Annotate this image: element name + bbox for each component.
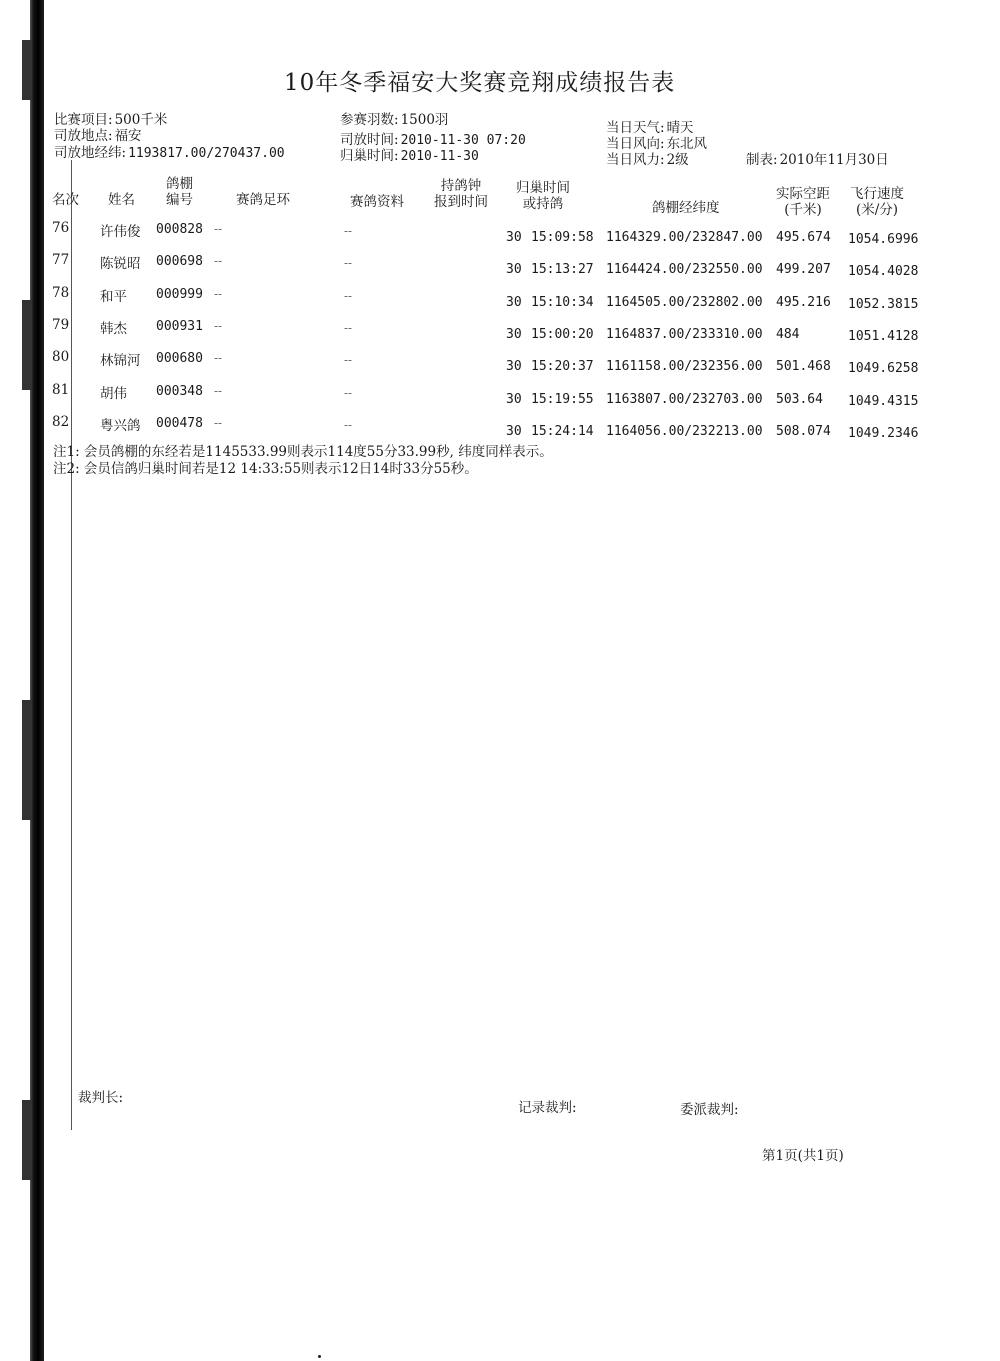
project-label: 比赛项目:	[54, 112, 113, 128]
cell-coords: 1161158.00/232356.00	[606, 359, 763, 375]
col-arrive-line2: 或持鸽	[522, 196, 564, 212]
count-label: 参赛羽数:	[340, 112, 399, 128]
col-dist	[776, 186, 830, 218]
cell-name: 陈锐昭	[100, 256, 141, 273]
col-name: 姓名	[108, 192, 135, 208]
cell-info: --	[344, 288, 353, 303]
release-label: 司放时间:	[340, 132, 399, 148]
made-label: 制表:	[746, 152, 778, 168]
return-value: 2010-11-30	[400, 149, 479, 164]
cell-name: 和平	[100, 288, 127, 305]
cell-name: 胡伟	[100, 385, 127, 402]
cell-speed: 1049.2346	[848, 425, 919, 441]
cell-info: --	[344, 224, 353, 238]
cell-ring: --	[214, 254, 223, 269]
header-made	[746, 152, 889, 169]
cell-coords: 1164837.00/233310.00	[606, 326, 763, 342]
wind-dir-value: 东北风	[666, 136, 708, 152]
weather-label: 当日天气:	[606, 120, 665, 136]
note-2: 注2: 会员信鸽归巢时间若是12 14:33:55则表示12日14时33分55秒。	[53, 461, 478, 477]
col-loft	[166, 176, 193, 208]
col-arrive-line1: 归巢时间	[516, 180, 570, 196]
cell-day: 30	[506, 326, 522, 342]
cell-info: --	[344, 353, 353, 368]
cell-day: 30	[506, 423, 522, 439]
scan-artifact	[22, 40, 32, 100]
cell-day: 30	[506, 359, 522, 375]
signature-chief: 裁判长:	[78, 1090, 124, 1106]
cell-dist: 508.074	[776, 423, 831, 439]
cell-loft: 000828	[156, 222, 203, 237]
cell-name: 许伟俊	[100, 224, 141, 240]
header-weather	[606, 120, 694, 137]
cell-rank: 82	[52, 413, 70, 430]
weather-value: 晴天	[666, 120, 694, 136]
col-info: 赛鸽资料	[350, 194, 404, 210]
col-clock	[434, 178, 488, 210]
header-count	[340, 112, 448, 129]
wind-dir-label: 当日风向:	[606, 136, 665, 152]
cell-name: 粤兴鸽	[100, 417, 141, 434]
cell-ring: --	[214, 351, 223, 366]
cell-coords: 1164056.00/232213.00	[606, 423, 763, 439]
cell-speed: 1052.3815	[848, 296, 919, 312]
cell-ring: --	[214, 222, 223, 236]
margin-rule	[71, 160, 72, 1130]
page-number: 第1页(共1页)	[762, 1148, 844, 1164]
note-1: 注1: 会员鸽棚的东经若是1145533.99则表示114度55分33.99秒, 纬度同样表示。	[53, 444, 553, 460]
signature-delegate: 委派裁判:	[680, 1102, 739, 1118]
col-clock-line2: 报到时间	[434, 194, 488, 210]
header-project	[54, 112, 167, 129]
cell-ring: --	[214, 383, 223, 398]
coords-label: 司放地经纬:	[54, 145, 127, 161]
cell-time: 15:13:27	[531, 262, 594, 278]
wind-force-label: 当日风力:	[606, 152, 665, 168]
scan-artifact	[22, 700, 32, 820]
cell-day: 30	[506, 294, 522, 310]
header-return	[340, 148, 479, 165]
cell-rank: 76	[52, 220, 70, 236]
cell-dist: 495.216	[776, 294, 831, 310]
cell-dist: 501.468	[776, 359, 831, 375]
cell-info: --	[344, 385, 353, 400]
cell-loft: 000931	[156, 318, 203, 334]
cell-day: 30	[506, 230, 522, 245]
cell-rank: 79	[52, 316, 70, 333]
cell-coords: 1163807.00/232703.00	[606, 391, 763, 407]
cell-coords: 1164505.00/232802.00	[606, 294, 763, 310]
cell-rank: 77	[52, 252, 70, 269]
cell-coords: 1164329.00/232847.00	[606, 230, 763, 245]
wind-force-value: 2级	[666, 152, 689, 168]
cell-time: 15:24:14	[531, 423, 594, 439]
cell-dist: 503.64	[776, 391, 823, 407]
header-wind-dir	[606, 136, 707, 153]
col-speed-line1: 飞行速度	[850, 186, 904, 202]
cell-dist: 495.674	[776, 230, 831, 245]
page-title: 10年冬季福安大奖赛竞翔成绩报告表	[284, 70, 676, 96]
cell-day: 30	[506, 391, 522, 407]
release-value: 2010-11-30 07:20	[400, 133, 526, 148]
cell-speed: 1049.4315	[848, 393, 919, 409]
cell-loft: 000478	[156, 415, 203, 431]
cell-info: --	[344, 417, 353, 432]
cell-loft: 000680	[156, 351, 203, 367]
scan-artifact	[22, 300, 32, 390]
cell-dist: 499.207	[776, 262, 831, 278]
count-value: 1500羽	[400, 112, 449, 128]
cell-time: 15:00:20	[531, 326, 594, 342]
col-clock-line1: 持鸽钟	[440, 178, 482, 194]
cell-ring: --	[214, 286, 223, 301]
col-rank: 名次	[52, 192, 79, 208]
made-value: 2010年11月30日	[779, 152, 889, 168]
place-value: 福安	[114, 128, 142, 144]
col-speed-line2: (米/分)	[855, 202, 899, 218]
header-place	[54, 128, 142, 145]
cell-loft: 000698	[156, 254, 203, 270]
col-loft-line2: 编号	[166, 192, 193, 208]
cell-day: 30	[506, 262, 522, 278]
header-release	[340, 132, 526, 149]
cell-rank: 80	[52, 349, 70, 366]
cell-speed: 1054.6996	[848, 232, 919, 247]
cell-time: 15:20:37	[531, 359, 594, 375]
cell-time: 15:09:58	[531, 230, 594, 245]
cell-speed: 1054.4028	[848, 264, 919, 280]
cell-name: 韩杰	[100, 320, 127, 337]
place-label: 司放地点:	[54, 128, 113, 144]
header-coords	[54, 145, 285, 162]
cell-info: --	[344, 256, 353, 271]
scan-artifact	[22, 1100, 32, 1180]
scan-shadow-bar	[30, 0, 44, 1361]
signature-recorder: 记录裁判:	[518, 1100, 577, 1116]
col-loft-line1: 鸽棚	[166, 176, 193, 192]
cell-rank: 81	[52, 381, 70, 398]
cell-ring: --	[214, 318, 223, 333]
col-speed	[850, 186, 904, 218]
cell-coords: 1164424.00/232550.00	[606, 262, 763, 278]
coords-value: 1193817.00/270437.00	[128, 146, 285, 161]
col-dist-line2: (千米)	[784, 202, 822, 218]
cell-info: --	[344, 320, 353, 335]
cell-speed: 1051.4128	[848, 328, 919, 344]
col-dist-line1: 实际空距	[776, 186, 830, 202]
col-arrive	[516, 180, 570, 212]
cell-dist: 484	[776, 326, 800, 342]
header-wind-force	[606, 152, 689, 169]
cell-speed: 1049.6258	[848, 361, 919, 377]
cell-loft: 000348	[156, 383, 203, 399]
cell-time: 15:10:34	[531, 294, 594, 310]
cell-ring: --	[214, 415, 223, 430]
cell-loft: 000999	[156, 286, 203, 302]
col-coords: 鸽棚经纬度	[652, 200, 720, 216]
cell-time: 15:19:55	[531, 391, 594, 407]
return-label: 归巢时间:	[340, 148, 399, 164]
cell-name: 林锦河	[100, 353, 141, 370]
scan-speck	[318, 1355, 321, 1358]
cell-rank: 78	[52, 284, 70, 301]
col-ring: 赛鸽足环	[236, 192, 290, 208]
project-value: 500千米	[114, 112, 168, 128]
